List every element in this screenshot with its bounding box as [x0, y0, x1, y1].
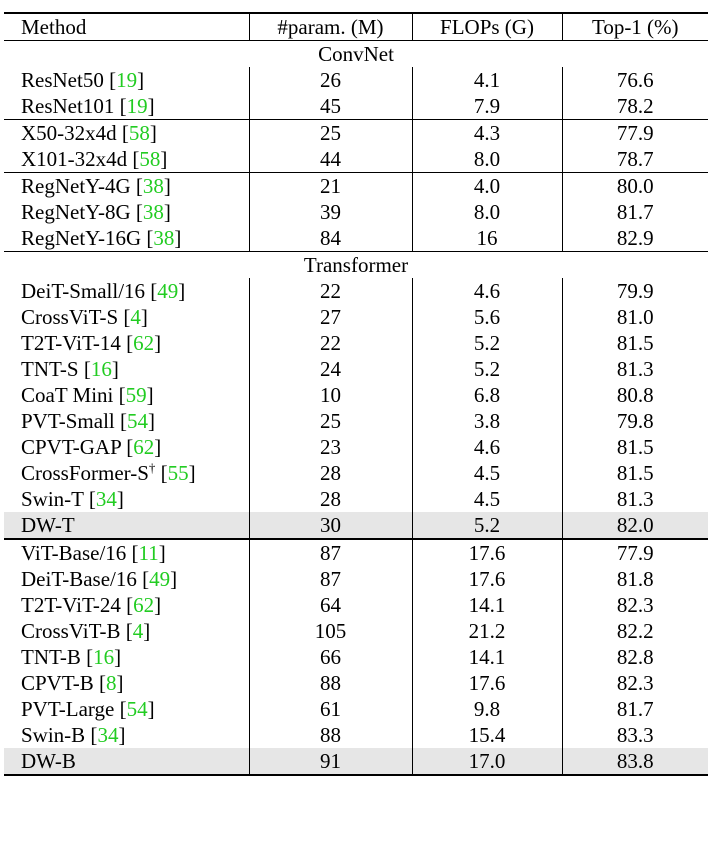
top1-cell: 81.7: [562, 199, 708, 225]
method-name: DeiT-Base/16 [: [21, 566, 150, 591]
citation-link[interactable]: 34: [97, 722, 119, 747]
citation-link[interactable]: 38: [142, 173, 164, 198]
citation-close: ]: [147, 93, 155, 118]
table-row: [4, 722, 708, 748]
table-row: [4, 356, 708, 382]
table-row: [4, 93, 708, 120]
method-name: T2T-ViT-14 [: [21, 330, 134, 355]
method-name: ViT-Base/16 [: [21, 540, 139, 565]
citation-link[interactable]: 55: [167, 460, 189, 485]
table-row: [4, 408, 708, 434]
method-cell: [4, 199, 249, 225]
section-row-convnet: [4, 41, 708, 68]
params-cell: 88: [249, 722, 412, 748]
flops-cell: 5.2: [412, 330, 562, 356]
method-cell: [4, 356, 249, 382]
top1-cell: 78.2: [562, 93, 708, 120]
method-name: CrossViT-S [: [21, 304, 131, 329]
params-cell: 28: [249, 460, 412, 486]
flops-cell: 4.6: [412, 434, 562, 460]
method-name: CrossFormer-S: [21, 460, 149, 485]
method-name: DW-B: [21, 748, 76, 773]
top1-cell: 79.9: [562, 278, 708, 304]
method-cell: [4, 566, 249, 592]
table-row: [4, 670, 708, 696]
top1-cell: 81.5: [562, 460, 708, 486]
top1-cell: 82.2: [562, 618, 708, 644]
table-row: [4, 120, 708, 147]
method-name: X50-32x4d [: [21, 120, 129, 145]
method-name: Swin-B [: [21, 722, 98, 747]
citation-close: ]: [146, 382, 154, 407]
method-name: PVT-Large [: [21, 696, 127, 721]
params-cell: 66: [249, 644, 412, 670]
citation-close: ]: [147, 408, 155, 433]
method-name: RegNetY-4G [: [21, 173, 143, 198]
top1-cell: 80.8: [562, 382, 708, 408]
method-name: ResNet50 [: [21, 67, 117, 92]
method-name: RegNetY-16G [: [21, 225, 154, 250]
flops-cell: 4.5: [412, 486, 562, 512]
method-cell: [4, 146, 249, 173]
citation-link[interactable]: 19: [116, 67, 138, 92]
top1-cell: 82.8: [562, 644, 708, 670]
params-cell: 22: [249, 278, 412, 304]
table-row: [4, 67, 708, 93]
table-row: [4, 539, 708, 566]
top1-cell: 81.3: [562, 486, 708, 512]
citation-close: ]: [158, 540, 166, 565]
method-name-bracket: [: [155, 460, 168, 485]
top1-cell: 77.9: [562, 120, 708, 147]
table-row: [4, 173, 708, 200]
table-row: [4, 696, 708, 722]
citation-link[interactable]: 38: [142, 199, 164, 224]
citation-close: ]: [116, 670, 124, 695]
citation-close: ]: [154, 330, 162, 355]
method-cell: [4, 512, 249, 539]
citation-close: ]: [116, 486, 124, 511]
citation-link[interactable]: 16: [93, 644, 115, 669]
citation-close: ]: [154, 434, 162, 459]
citation-close: ]: [140, 304, 148, 329]
params-cell: 64: [249, 592, 412, 618]
flops-cell: 6.8: [412, 382, 562, 408]
method-cell: [4, 592, 249, 618]
flops-cell: 4.1: [412, 67, 562, 93]
table-row: [4, 146, 708, 173]
top1-cell: 82.0: [562, 512, 708, 539]
transformer-rows: [4, 278, 708, 775]
params-cell: 23: [249, 434, 412, 460]
flops-cell: 5.2: [412, 356, 562, 382]
citation-link[interactable]: 62: [133, 592, 155, 617]
citation-close: ]: [160, 146, 168, 171]
section-row-transformer: [4, 252, 708, 279]
table-row: [4, 278, 708, 304]
method-name: DeiT-Small/16 [: [21, 278, 158, 303]
citation-link[interactable]: 59: [125, 382, 147, 407]
citation-close: ]: [147, 696, 155, 721]
params-cell: 84: [249, 225, 412, 252]
citation-link[interactable]: 38: [153, 225, 175, 250]
flops-cell: 17.6: [412, 566, 562, 592]
flops-cell: 17.6: [412, 539, 562, 566]
citation-close: ]: [174, 225, 182, 250]
table-row: [4, 748, 708, 775]
params-cell: 25: [249, 120, 412, 147]
method-cell: [4, 644, 249, 670]
header-flops: FLOPs (G): [412, 13, 562, 41]
citation-link[interactable]: 54: [126, 408, 148, 433]
flops-cell: 5.6: [412, 304, 562, 330]
citation-close: ]: [111, 356, 119, 381]
flops-cell: 8.0: [412, 199, 562, 225]
citation-close: ]: [149, 120, 157, 145]
params-cell: 91: [249, 748, 412, 775]
method-cell: [4, 696, 249, 722]
table-row: [4, 330, 708, 356]
convnet-rows: [4, 67, 708, 252]
params-cell: 30: [249, 512, 412, 539]
top1-cell: 81.7: [562, 696, 708, 722]
citation-close: ]: [188, 460, 196, 485]
method-cell: [4, 173, 249, 200]
flops-cell: 15.4: [412, 722, 562, 748]
citation-link[interactable]: 16: [90, 356, 112, 381]
params-cell: 39: [249, 199, 412, 225]
table-row: [4, 460, 708, 486]
flops-cell: 17.0: [412, 748, 562, 775]
top1-cell: 76.6: [562, 67, 708, 93]
header-method: Method: [4, 13, 249, 41]
method-cell: [4, 382, 249, 408]
flops-cell: 21.2: [412, 618, 562, 644]
method-name: CoaT Mini [: [21, 382, 126, 407]
citation-close: ]: [137, 67, 145, 92]
top1-cell: 82.3: [562, 592, 708, 618]
params-cell: 10: [249, 382, 412, 408]
table-row: [4, 486, 708, 512]
params-cell: 28: [249, 486, 412, 512]
table-row: [4, 382, 708, 408]
citation-link[interactable]: 58: [128, 120, 150, 145]
citation-link[interactable]: 54: [126, 696, 148, 721]
method-cell: [4, 748, 249, 775]
citation-link[interactable]: 8: [106, 670, 117, 695]
params-cell: 87: [249, 539, 412, 566]
method-cell: [4, 460, 249, 486]
citation-close: ]: [114, 644, 122, 669]
top1-cell: 83.3: [562, 722, 708, 748]
params-cell: 22: [249, 330, 412, 356]
method-cell: [4, 225, 249, 252]
citation-close: ]: [170, 566, 178, 591]
table-row: [4, 512, 708, 539]
flops-cell: 9.8: [412, 696, 562, 722]
method-cell: [4, 278, 249, 304]
method-cell: [4, 434, 249, 460]
section-label-convnet: ConvNet: [4, 41, 708, 68]
table-row: [4, 304, 708, 330]
params-cell: 44: [249, 146, 412, 173]
header-params: #param. (M): [249, 13, 412, 41]
flops-cell: 14.1: [412, 592, 562, 618]
top1-cell: 80.0: [562, 173, 708, 200]
method-name: PVT-Small [: [21, 408, 127, 433]
top1-cell: 79.8: [562, 408, 708, 434]
method-name: Swin-T [: [21, 486, 96, 511]
top1-cell: 81.5: [562, 434, 708, 460]
flops-cell: 14.1: [412, 644, 562, 670]
method-cell: [4, 120, 249, 147]
flops-cell: 8.0: [412, 146, 562, 173]
top1-cell: 83.8: [562, 748, 708, 775]
method-cell: [4, 93, 249, 120]
flops-cell: 4.6: [412, 278, 562, 304]
method-cell: [4, 67, 249, 93]
section-label-transformer: Transformer: [4, 252, 708, 279]
method-cell: [4, 330, 249, 356]
table-row: [4, 618, 708, 644]
top1-cell: 81.5: [562, 330, 708, 356]
citation-link[interactable]: 4: [130, 304, 141, 329]
method-name: CrossViT-B [: [21, 618, 133, 643]
flops-cell: 7.9: [412, 93, 562, 120]
citation-link[interactable]: 62: [133, 434, 155, 459]
top1-cell: 77.9: [562, 539, 708, 566]
citation-close: ]: [163, 199, 171, 224]
table-row: [4, 566, 708, 592]
citation-link[interactable]: 49: [157, 278, 179, 303]
method-cell: [4, 486, 249, 512]
method-name: ResNet101 [: [21, 93, 127, 118]
flops-cell: 5.2: [412, 512, 562, 539]
method-cell: [4, 539, 249, 566]
top1-cell: 82.9: [562, 225, 708, 252]
citation-link[interactable]: 19: [126, 93, 148, 118]
method-name: T2T-ViT-24 [: [21, 592, 134, 617]
method-name: CPVT-GAP [: [21, 434, 134, 459]
top1-cell: 82.3: [562, 670, 708, 696]
citation-link[interactable]: 62: [133, 330, 155, 355]
params-cell: 26: [249, 67, 412, 93]
table-row: [4, 592, 708, 618]
method-cell: [4, 670, 249, 696]
method-name: TNT-B [: [21, 644, 94, 669]
params-cell: 27: [249, 304, 412, 330]
method-name: X101-32x4d [: [21, 146, 140, 171]
method-name: TNT-S [: [21, 356, 91, 381]
citation-close: ]: [154, 592, 162, 617]
params-cell: 87: [249, 566, 412, 592]
header-top1: Top-1 (%): [562, 13, 708, 41]
flops-cell: 16: [412, 225, 562, 252]
flops-cell: 4.0: [412, 173, 562, 200]
method-cell: [4, 408, 249, 434]
citation-link[interactable]: 4: [132, 618, 144, 643]
params-cell: 45: [249, 93, 412, 120]
flops-cell: 4.3: [412, 120, 562, 147]
citation-close: ]: [178, 278, 186, 303]
method-name: RegNetY-8G [: [21, 199, 143, 224]
top1-cell: 81.8: [562, 566, 708, 592]
method-cell: [4, 618, 249, 644]
citation-link[interactable]: 34: [95, 486, 117, 511]
top1-cell: 78.7: [562, 146, 708, 173]
method-name: DW-T: [21, 512, 75, 537]
citation-close: ]: [118, 722, 126, 747]
method-name: CPVT-B [: [21, 670, 106, 695]
params-cell: 61: [249, 696, 412, 722]
citation-link[interactable]: 58: [139, 146, 161, 171]
citation-close: ]: [143, 618, 151, 643]
params-cell: 105: [249, 618, 412, 644]
citation-link[interactable]: 11: [138, 540, 159, 565]
top1-cell: 81.0: [562, 304, 708, 330]
top1-cell: 81.3: [562, 356, 708, 382]
results-table: [4, 12, 708, 776]
flops-cell: 17.6: [412, 670, 562, 696]
flops-cell: 3.8: [412, 408, 562, 434]
table-row: [4, 644, 708, 670]
params-cell: 21: [249, 173, 412, 200]
citation-link[interactable]: 49: [149, 566, 171, 591]
table-row: [4, 434, 708, 460]
citation-close: ]: [163, 173, 171, 198]
params-cell: 25: [249, 408, 412, 434]
header-row: [4, 13, 708, 41]
params-cell: 88: [249, 670, 412, 696]
params-cell: 24: [249, 356, 412, 382]
method-cell: [4, 722, 249, 748]
table-row: [4, 199, 708, 225]
method-cell: [4, 304, 249, 330]
table-row: [4, 225, 708, 252]
dagger-mark: †: [148, 459, 156, 475]
flops-cell: 4.5: [412, 460, 562, 486]
